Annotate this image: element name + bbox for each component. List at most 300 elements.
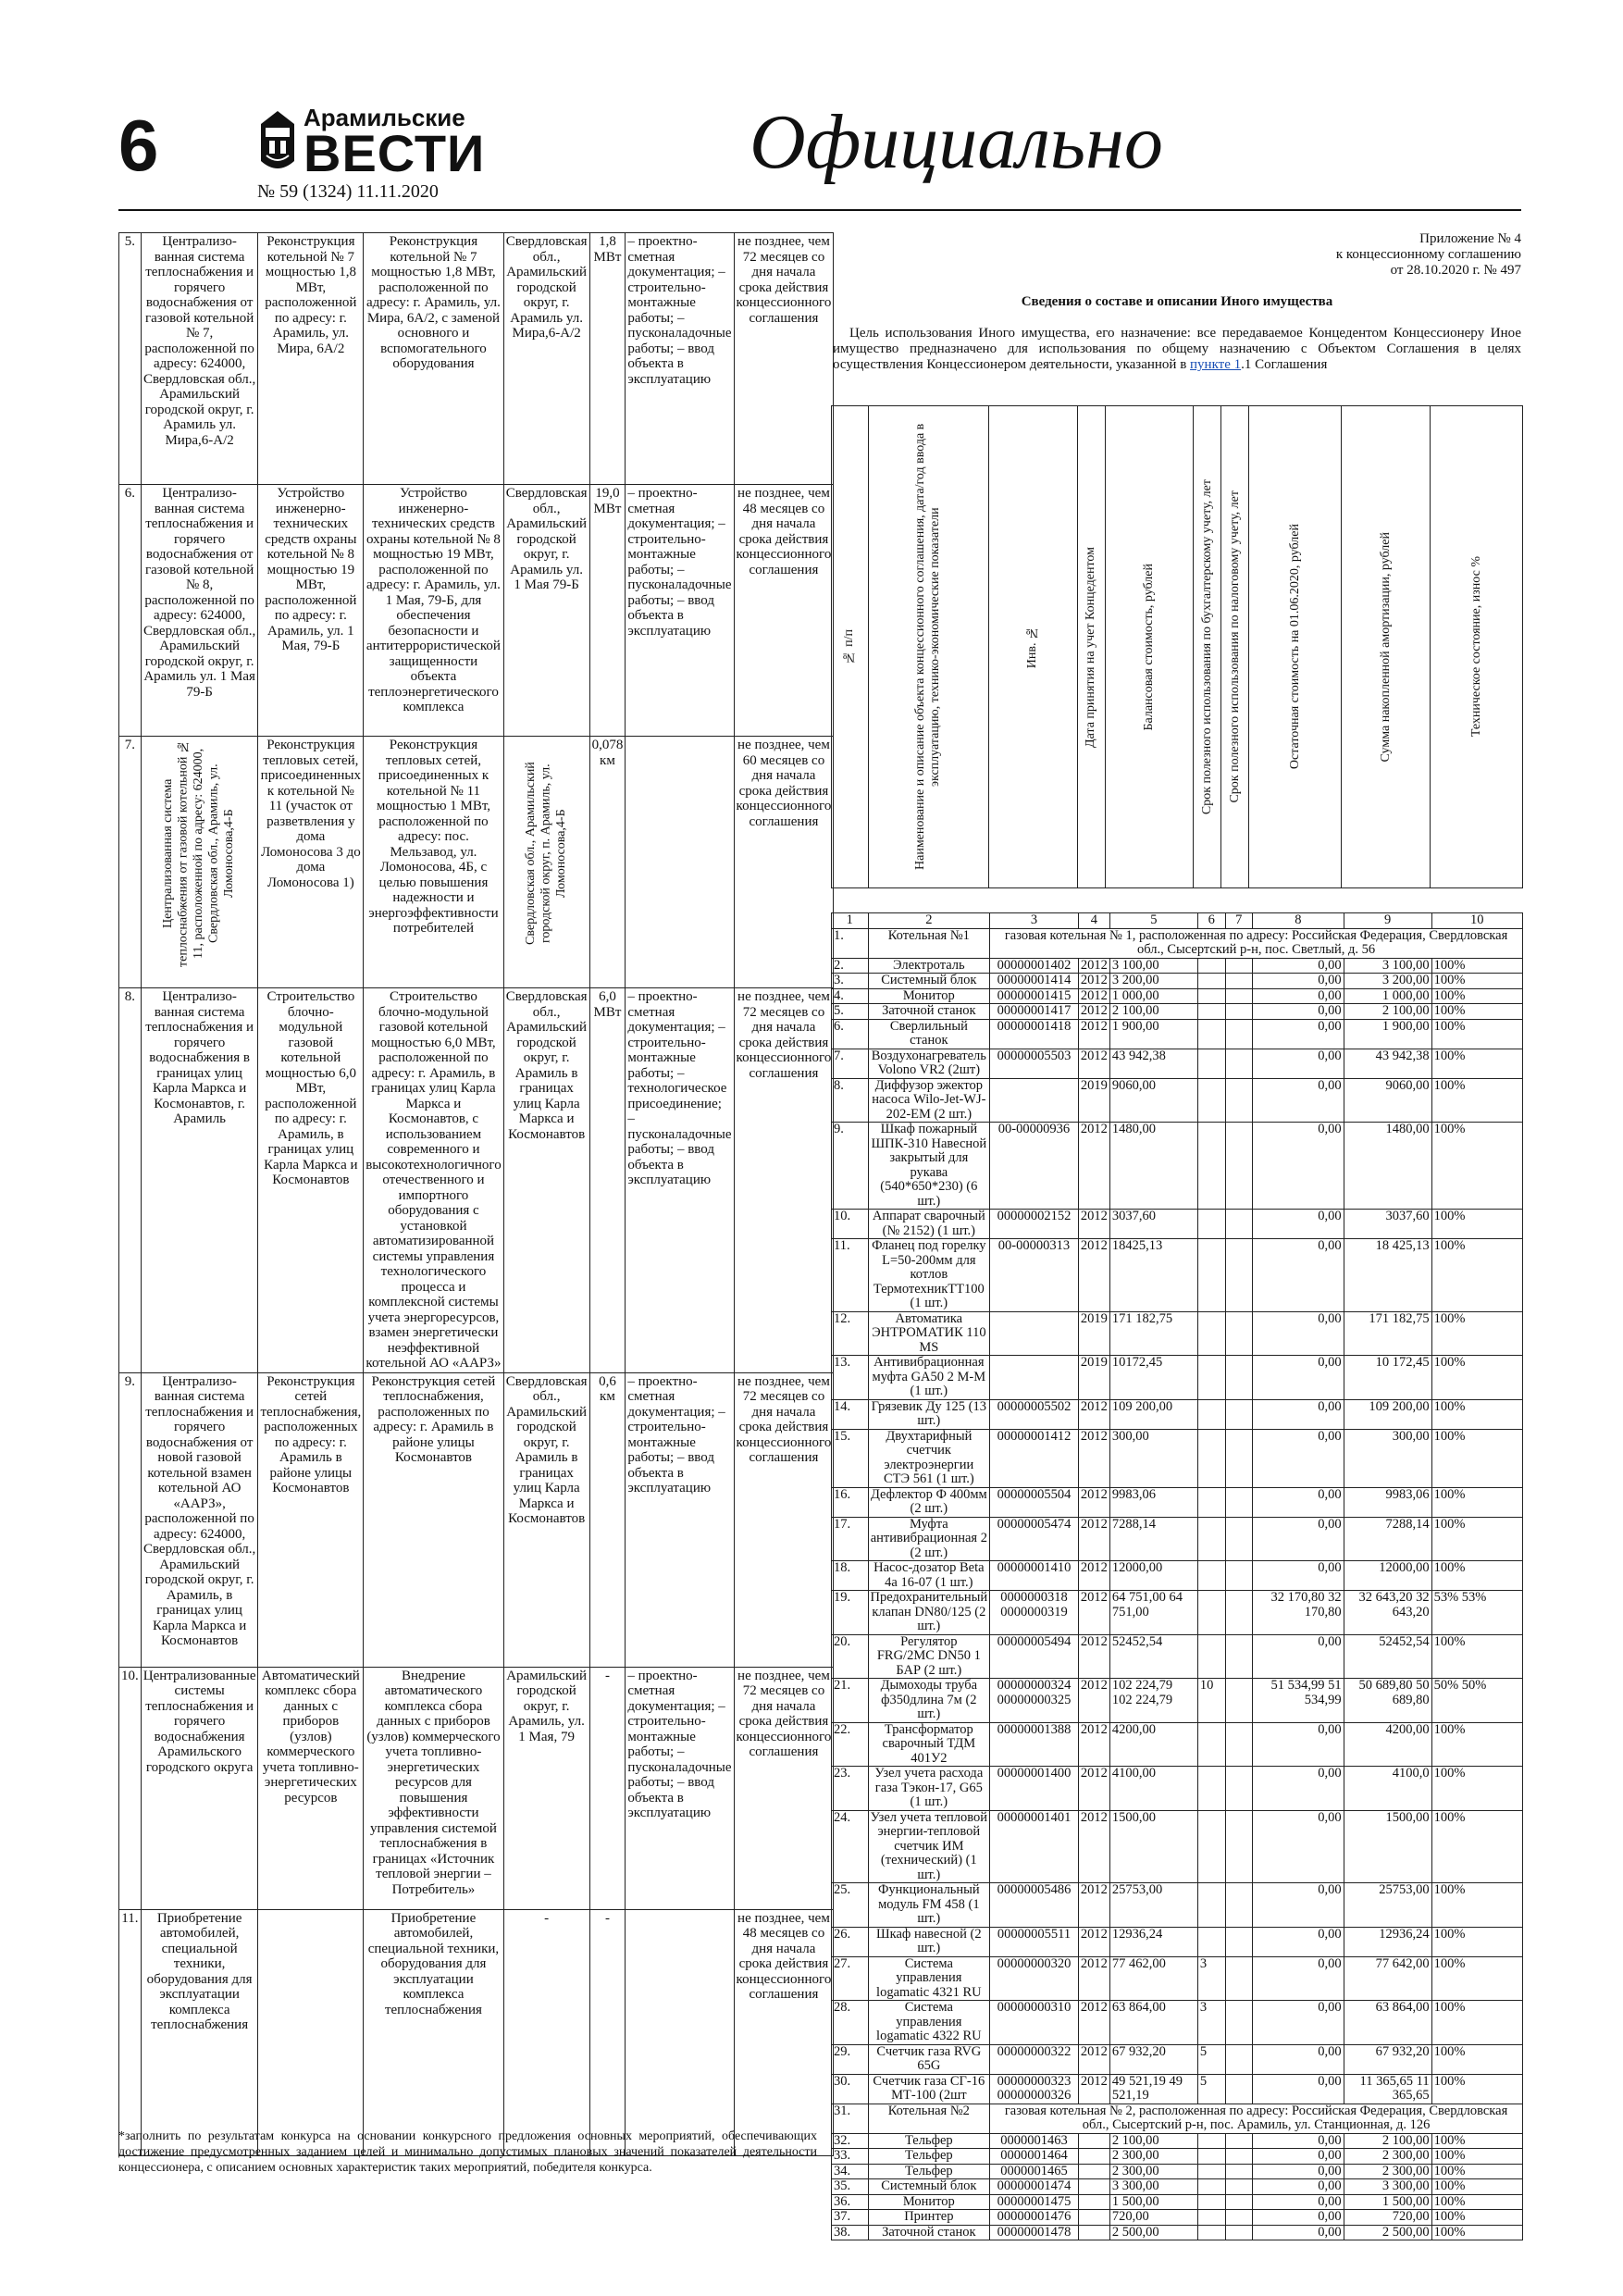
item-name: Предохранительный клапан DN80/125 (2 шт.) (868, 1591, 990, 1635)
inventory-number: 00000005511 (990, 1927, 1079, 1956)
object-address: Свердловская обл., Арамильский городской округ, г. Арамиль ул. Мира,6-А/2 (503, 233, 589, 485)
book-value: 3 300,00 (1109, 2179, 1197, 2195)
book-value: 2 300,00 (1109, 2164, 1197, 2179)
wear-percent: 50% 50% (1431, 1679, 1522, 1723)
table-row (832, 1810, 1523, 1883)
book-value: 2 100,00 (1109, 1004, 1197, 1020)
inventory-number: 00000001401 (990, 1810, 1079, 1883)
book-value: 2 300,00 (1109, 2149, 1197, 2165)
item-name: Шкаф пожарный ШПК-310 Навесной закрытый для рукава (540*650*230) (6 шт.) (868, 1123, 990, 1210)
life-tax (1225, 1591, 1253, 1635)
accept-year: 2012 (1078, 1767, 1109, 1811)
item-name: Аппарат сварочный (№ 2152) (1 шт.) (868, 1210, 990, 1239)
inventory-number (990, 1078, 1079, 1123)
item-name: Заточной станок (868, 1004, 990, 1020)
logo-subtitle: Арамильские (304, 104, 465, 131)
residual-value: 0,00 (1253, 1634, 1344, 1679)
residual-value: 0,00 (1253, 1123, 1344, 1210)
life-tax (1225, 1679, 1253, 1723)
inventory-number: 00000001402 (990, 958, 1079, 974)
column-number: 1 (832, 913, 869, 929)
inventory-number: 00000001478 (990, 2225, 1079, 2240)
deadline: не позднее, чем 72 месяцев со дня начала срока действия концессионного соглашения (734, 1667, 834, 1909)
table-row (832, 2074, 1523, 2104)
header-cell: Техническое состояние, износ % (1431, 406, 1523, 888)
table-row (832, 1927, 1523, 1956)
depreciation: 9060,00 (1344, 1078, 1431, 1123)
book-value: 4200,00 (1109, 1722, 1197, 1767)
life-tax (1225, 1561, 1253, 1591)
item-name: Заточной станок (868, 2225, 990, 2240)
table-row (832, 1399, 1523, 1429)
item-name: Тельфер (868, 2164, 990, 2179)
residual-value: 0,00 (1253, 1311, 1344, 1356)
inventory-number: 0000001464 (990, 2149, 1079, 2165)
heat-system: Централизо-ванная система теплоснабжения и горячего водоснабжения от новой газовой котельной взамен котельной АО «ААРЗ», расположенной по адресу: 624000, Свердловская обл., Арамильский городской округ, г. Арамиль, в границах улиц Карла Маркса и Космонавтов (141, 1372, 258, 1667)
depreciation: 1480,00 (1344, 1123, 1431, 1210)
inventory-number: 0000001463 (990, 2133, 1079, 2149)
residual-value: 0,00 (1253, 2164, 1344, 2179)
book-value: 12000,00 (1109, 1561, 1197, 1591)
item-name: Монитор (868, 988, 990, 1004)
life-tax (1225, 1634, 1253, 1679)
row-number: 32. (832, 2133, 869, 2149)
life-accounting (1197, 1019, 1225, 1049)
life-accounting (1197, 2164, 1225, 2179)
heat-system: Централизованные системы теплоснабжения и горячего водоснабжения Арамильского городского округа (141, 1667, 258, 1909)
inventory-number: 00-00000313 (990, 1239, 1079, 1312)
header-cell: Наименование и описание объекта концессионного соглашения, дата/год ввода в эксплуатацию, технико-экономические показатели (868, 406, 988, 888)
annex-reference (1203, 231, 1521, 279)
life-accounting (1197, 1517, 1225, 1561)
deadline: не позднее, чем 48 месяцев со дня начала срока действия концессионного соглашения (734, 485, 834, 737)
book-value: 1 000,00 (1109, 988, 1197, 1004)
residual-value: 0,00 (1253, 1883, 1344, 1928)
inventory-number: 00000001388 (990, 1722, 1079, 1767)
row-number: 15. (832, 1429, 869, 1487)
row-number: 4. (832, 988, 869, 1004)
life-tax (1225, 1956, 1253, 2001)
residual-value: 0,00 (1253, 2179, 1344, 2195)
row-number: 20. (832, 1634, 869, 1679)
wear-percent: 100% (1431, 1487, 1522, 1517)
depreciation: 12936,24 (1344, 1927, 1431, 1956)
capacity: 6,0 МВт (589, 988, 626, 1373)
table-row (832, 2044, 1523, 2074)
accept-year (1078, 2194, 1109, 2210)
residual-value: 0,00 (1253, 2149, 1344, 2165)
page-number: 6 (118, 105, 159, 186)
residual-value: 0,00 (1253, 1722, 1344, 1767)
wear-percent: 100% (1431, 1123, 1522, 1210)
depreciation: 3 100,00 (1344, 958, 1431, 974)
row-number: 5. (832, 1004, 869, 1020)
table-row (832, 2194, 1523, 2210)
row-number: 11. (119, 1909, 142, 2155)
life-tax (1225, 2225, 1253, 2240)
book-value: 109 200,00 (1109, 1399, 1197, 1429)
capacity: 19,0 МВт (589, 485, 626, 737)
inventory-number: 00000001414 (990, 974, 1079, 989)
accept-year: 2012 (1078, 1634, 1109, 1679)
accept-year (1078, 2149, 1109, 2165)
accept-year: 2012 (1078, 1049, 1109, 1078)
heat-system: Централизо-ванная система теплоснабжения и горячего водоснабжения от газовой котельной № 7, расположенной по адресу: 624000, Свердловская обл., Арамильский городской округ, г. Арамиль ул. Мира,6-А/2 (141, 233, 258, 485)
purpose-paragraph: Цель использования Иного имущества, его назначение: все передаваемое Концедентом Концессионеру Иное имущество предназначено для использования по общему назначению с Объектом Соглашения в целях осуществления Концессионером деятельности, указанной в пункте 1.1 Соглашения (833, 326, 1521, 372)
book-value: 1 500,00 (1109, 2194, 1197, 2210)
page-header (0, 0, 1623, 213)
item-name: Шкаф навесной (2 шт.) (868, 1927, 990, 1956)
life-accounting (1197, 974, 1225, 989)
depreciation: 63 864,00 (1344, 2001, 1431, 2045)
book-value: 4100,00 (1109, 1767, 1197, 1811)
book-value: 171 182,75 (1109, 1311, 1197, 1356)
life-accounting (1197, 1239, 1225, 1312)
measure-description: Устройство инженерно-технических средств охраны котельной № 8 мощностью 19 МВт, расположенной по адресу: г. Арамиль, ул. 1 Мая, 79-Б, для обеспечения безопасности и антитеррористической защищенности объекта теплоэнергетического комплекса (364, 485, 504, 737)
book-value: 52452,54 (1109, 1634, 1197, 1679)
row-number: 8. (832, 1078, 869, 1123)
table-row (832, 1722, 1523, 1767)
item-name: Трансформатор сварочный ТДМ 401У2 (868, 1722, 990, 1767)
life-accounting (1197, 1591, 1225, 1635)
column-number: 9 (1344, 913, 1431, 929)
heat-system: Централизованная система теплоснабжения от газовой котельной № 11, расположенной по адресу: 624000, Свердловская обл., Арамиль, ул. Ломоносова,4-Б (141, 737, 258, 988)
facility-description: газовая котельная № 1, расположенная по адресу: Российская Федерация, Свердловская обл., Сысертский р-н, пос. Светлый, д. 56 (990, 928, 1523, 958)
item-name: Грязевик Ду 125 (13 шт.) (868, 1399, 990, 1429)
item-name: Узел учета тепловой энергии-тепловой счетчик ИМ (технический) (1 шт.) (868, 1810, 990, 1883)
row-number: 7. (832, 1049, 869, 1078)
accept-year: 2012 (1078, 2001, 1109, 2045)
book-value: 49 521,19 49 521,19 (1109, 2074, 1197, 2104)
header-cell: Срок полезного использования по бухгалтерскому учету, лет (1194, 406, 1221, 888)
table-row (119, 1667, 834, 1909)
accept-year: 2012 (1078, 1927, 1109, 1956)
row-number: 35. (832, 2179, 869, 2195)
header-cell: Балансовая стоимость, рублей (1105, 406, 1194, 888)
item-name: Дымоходы труба ф350длина 7м (2 шт.) (868, 1679, 990, 1723)
inventory-number: 00000000323 00000000326 (990, 2074, 1079, 2104)
item-name: Воздухонагреватель Volono VR2 (2шт) (868, 1049, 990, 1078)
object-address: - (503, 1909, 589, 2155)
measure-description: Реконструкция сетей теплоснабжения, расположенных по адресу: г. Арамиль в районе улицы Космонавтов (364, 1372, 504, 1667)
accept-year: 2012 (1078, 1019, 1109, 1049)
table-row (119, 485, 834, 737)
inventory-number (990, 1311, 1079, 1356)
table-row (832, 1049, 1523, 1078)
item-name: Монитор (868, 2194, 990, 2210)
deadline: не позднее, чем 48 месяцев со дня начала срока действия концессионного соглашения (734, 1909, 834, 2155)
depreciation: 32 643,20 32 643,20 (1344, 1591, 1431, 1635)
wear-percent: 100% (1431, 2001, 1522, 2045)
row-number: 6. (119, 485, 142, 737)
accept-year: 2012 (1078, 1810, 1109, 1883)
inventory-number: 00000000324 00000000325 (990, 1679, 1079, 1723)
table-row (119, 233, 834, 485)
row-number: 8. (119, 988, 142, 1373)
book-value: 10172,45 (1109, 1356, 1197, 1400)
table-row (832, 1956, 1523, 2001)
life-accounting (1197, 2194, 1225, 2210)
row-number: 30. (832, 2074, 869, 2104)
item-name: Тельфер (868, 2133, 990, 2149)
wear-percent: 100% (1431, 1311, 1522, 1356)
stages: – проектно-сметная документация; – строительно-монтажные работы; – пусконаладочные работы; – ввод объекта в эксплуатацию (626, 233, 734, 485)
depreciation: 1500,00 (1344, 1810, 1431, 1883)
book-value: 63 864,00 (1109, 2001, 1197, 2045)
inventory-number: 0000001465 (990, 2164, 1079, 2179)
item-name: Сверлильный станок (868, 1019, 990, 1049)
residual-value: 0,00 (1253, 974, 1344, 989)
stages: – проектно-сметная документация; – строительно-монтажные работы; – пусконаладочные работы; – ввод объекта в эксплуатацию (626, 485, 734, 737)
book-value: 43 942,38 (1109, 1049, 1197, 1078)
accept-year: 2012 (1078, 1487, 1109, 1517)
table-row (832, 1679, 1523, 1723)
row-number: 13. (832, 1356, 869, 1400)
column-number: 4 (1078, 913, 1109, 929)
item-name: Узел учета расхода газа Тэкон-17, G65 (1 шт.) (868, 1767, 990, 1811)
item-name: Дефлектор Ф 400мм (2 шт.) (868, 1487, 990, 1517)
book-value: 2 100,00 (1109, 2133, 1197, 2149)
column-number-row (832, 913, 1523, 929)
wear-percent: 100% (1431, 2133, 1522, 2149)
measure-name: Устройство инженерно-технических средств охраны котельной № 8 мощностью 19 МВт, расположенной по адресу: г. Арамиль, ул. 1 Мая, 79-Б (258, 485, 364, 737)
measure-name: Автоматический комплекс сбора данных с приборов (узлов) коммерческого учета топливно-энергетических ресурсов (258, 1667, 364, 1909)
life-tax (1225, 2133, 1253, 2149)
life-tax (1225, 1311, 1253, 1356)
object-address: Свердловская обл., Арамильский городской округ, г. Арамиль в границах улиц Карла Маркса и Космонавтов (503, 988, 589, 1373)
book-value: 3037,60 (1109, 1210, 1197, 1239)
accept-year: 2012 (1078, 1517, 1109, 1561)
stages: – проектно-сметная документация; – строительно-монтажные работы; – ввод объекта в эксплуатацию (626, 1372, 734, 1667)
residual-value: 0,00 (1253, 988, 1344, 1004)
depreciation: 4100,0 (1344, 1767, 1431, 1811)
heat-system: Централизо-ванная система теплоснабжения и горячего водоснабжения от газовой котельной № 8, расположенной по адресу: 624000, Свердловская обл., Арамильский городской округ, г. Арамиль ул. 1 Мая 79-Б (141, 485, 258, 737)
life-accounting (1197, 1078, 1225, 1123)
row-number: 19. (832, 1591, 869, 1635)
accept-year (1078, 2179, 1109, 2195)
depreciation: 9983,06 (1344, 1487, 1431, 1517)
inventory-number: 00000005486 (990, 1883, 1079, 1928)
depreciation: 25753,00 (1344, 1883, 1431, 1928)
depreciation: 171 182,75 (1344, 1311, 1431, 1356)
accept-year: 2012 (1078, 1123, 1109, 1210)
life-accounting (1197, 2179, 1225, 2195)
deadline: не позднее, чем 72 месяцев со дня начала срока действия концессионного соглашения (734, 233, 834, 485)
life-tax (1225, 1517, 1253, 1561)
accept-year: 2019 (1078, 1078, 1109, 1123)
row-number: 33. (832, 2149, 869, 2165)
inventory-number: 00000001410 (990, 1561, 1079, 1591)
book-value: 102 224,79 102 224,79 (1109, 1679, 1197, 1723)
wear-percent: 100% (1431, 2210, 1522, 2226)
depreciation: 2 500,00 (1344, 2225, 1431, 2240)
life-tax (1225, 1239, 1253, 1312)
residual-value: 51 534,99 51 534,99 (1253, 1679, 1344, 1723)
object-address: Арамильский городской округ, г. Арамиль, ул. 1 Мая, 79 (503, 1667, 589, 1909)
inventory-number (990, 1356, 1079, 1400)
clause-link[interactable]: пункте 1 (1190, 357, 1242, 372)
table-row (832, 1883, 1523, 1928)
table-row (832, 1123, 1523, 1210)
residual-value: 0,00 (1253, 1517, 1344, 1561)
wear-percent: 100% (1431, 1019, 1522, 1049)
table-row (832, 1517, 1523, 1561)
row-number: 26. (832, 1927, 869, 1956)
inventory-number: 00000005504 (990, 1487, 1079, 1517)
life-tax (1225, 1487, 1253, 1517)
table-row (832, 1078, 1523, 1123)
book-value: 77 462,00 (1109, 1956, 1197, 2001)
table-row (832, 2104, 1523, 2133)
residual-value: 0,00 (1253, 1927, 1344, 1956)
table-row (832, 2001, 1523, 2045)
annex-title: Сведения о составе и описании Иного имущества (1021, 294, 1333, 309)
book-value: 25753,00 (1109, 1883, 1197, 1928)
inventory-number: 00-00000936 (990, 1123, 1079, 1210)
depreciation: 7288,14 (1344, 1517, 1431, 1561)
wear-percent: 100% (1431, 1956, 1522, 2001)
table-row (832, 1210, 1523, 1239)
column-number: 5 (1109, 913, 1197, 929)
depreciation: 1 900,00 (1344, 1019, 1431, 1049)
residual-value: 0,00 (1253, 1487, 1344, 1517)
item-name: Электроталь (868, 958, 990, 974)
life-tax (1225, 2179, 1253, 2195)
depreciation: 2 100,00 (1344, 1004, 1431, 1020)
depreciation: 1 000,00 (1344, 988, 1431, 1004)
depreciation: 77 642,00 (1344, 1956, 1431, 2001)
life-accounting (1197, 1210, 1225, 1239)
life-tax (1225, 1078, 1253, 1123)
residual-value: 0,00 (1253, 2044, 1344, 2074)
depreciation: 109 200,00 (1344, 1399, 1431, 1429)
wear-percent: 100% (1431, 974, 1522, 989)
table-row (832, 1239, 1523, 1312)
life-accounting (1197, 1311, 1225, 1356)
wear-percent: 100% (1431, 1883, 1522, 1928)
life-accounting (1197, 1810, 1225, 1883)
depreciation: 50 689,80 50 689,80 (1344, 1679, 1431, 1723)
item-name: Счетчик газа RVG 65G (868, 2044, 990, 2074)
row-number: 7. (119, 737, 142, 988)
table-row (832, 2210, 1523, 2226)
wear-percent: 100% (1431, 1722, 1522, 1767)
life-accounting (1197, 1634, 1225, 1679)
table-row (832, 1429, 1523, 1487)
life-tax (1225, 1356, 1253, 1400)
inventory-number: 00000000322 (990, 2044, 1079, 2074)
row-number: 9. (832, 1123, 869, 1210)
city-emblem-icon (257, 107, 298, 178)
life-tax (1225, 2194, 1253, 2210)
accept-year: 2012 (1078, 2044, 1109, 2074)
row-number: 18. (832, 1561, 869, 1591)
life-accounting (1197, 1927, 1225, 1956)
inventory-number: 00000002152 (990, 1210, 1079, 1239)
life-accounting: 10 (1197, 1679, 1225, 1723)
object-address: Свердловская обл., Арамильский городской округ, п. Арамиль, ул. Ломоносова,4-Б (503, 737, 589, 988)
table-row (832, 974, 1523, 989)
wear-percent: 53% 53% (1431, 1591, 1522, 1635)
row-number: 2. (832, 958, 869, 974)
item-name: Диффузор эжектор насоса Wilo-Jet-WJ-202-EM (2 шт.) (868, 1078, 990, 1123)
section-title: Официально (750, 99, 1163, 185)
residual-value: 0,00 (1253, 1956, 1344, 2001)
depreciation: 2 100,00 (1344, 2133, 1431, 2149)
table-row (832, 1019, 1523, 1049)
property-table-header (831, 405, 1523, 888)
life-accounting (1197, 1767, 1225, 1811)
row-number: 17. (832, 1517, 869, 1561)
life-accounting: 3 (1197, 2001, 1225, 2045)
measure-name: Реконструкция тепловых сетей, присоединенных к котельной № 11 (участок от разветвления у дома Ломоносова 3 до дома Ломоносова 1) (258, 737, 364, 988)
wear-percent: 100% (1431, 2194, 1522, 2210)
life-accounting (1197, 2210, 1225, 2226)
book-value: 9060,00 (1109, 1078, 1197, 1123)
wear-percent: 100% (1431, 1634, 1522, 1679)
residual-value: 0,00 (1253, 958, 1344, 974)
row-number: 28. (832, 2001, 869, 2045)
depreciation: 300,00 (1344, 1429, 1431, 1487)
accept-year: 2012 (1078, 1679, 1109, 1723)
header-cell: Остаточная стоимость на 01.06.2020, рублей (1249, 406, 1342, 888)
deadline: не позднее, чем 60 месяцев со дня начала срока действия концессионного соглашения (734, 737, 834, 988)
capacity: - (589, 1909, 626, 2155)
accept-year: 2012 (1078, 1561, 1109, 1591)
life-accounting (1197, 958, 1225, 974)
table-row (119, 737, 834, 988)
accept-year (1078, 2210, 1109, 2226)
item-name: Системный блок (868, 974, 990, 989)
life-accounting (1197, 1561, 1225, 1591)
wear-percent: 100% (1431, 1049, 1522, 1078)
property-table (831, 912, 1523, 2240)
logo-title: ВЕСТИ (304, 124, 486, 182)
table-row (832, 988, 1523, 1004)
capacity: - (589, 1667, 626, 1909)
wear-percent: 100% (1431, 1239, 1522, 1312)
depreciation: 10 172,45 (1344, 1356, 1431, 1400)
wear-percent: 100% (1431, 2164, 1522, 2179)
header-cell: Срок полезного использования по налоговому учету, лет (1221, 406, 1249, 888)
measure-description: Приобретение автомобилей, специальной техники, оборудования для эксплуатации комплекса теплоснабжения (364, 1909, 504, 2155)
inventory-number: 00000001417 (990, 1004, 1079, 1020)
accept-year: 2012 (1078, 1956, 1109, 2001)
book-value: 18425,13 (1109, 1239, 1197, 1312)
row-number: 9. (119, 1372, 142, 1667)
row-number: 6. (832, 1019, 869, 1049)
item-name: Насос-дозатор Beta 4a 16-07 (1 шт.) (868, 1561, 990, 1591)
residual-value: 0,00 (1253, 2194, 1344, 2210)
life-accounting (1197, 2225, 1225, 2240)
inventory-number: 00000001418 (990, 1019, 1079, 1049)
residual-value: 0,00 (1253, 2001, 1344, 2045)
book-value: 1 900,00 (1109, 1019, 1197, 1049)
row-number: 10. (832, 1210, 869, 1239)
row-number: 24. (832, 1810, 869, 1883)
header-divider (118, 209, 1521, 211)
item-name: Котельная №2 (868, 2104, 990, 2133)
stages: – проектно-сметная документация; – строительно-монтажные работы; – технологическое присоединение; – пусконаладочные работы; – ввод объекта в эксплуатацию (626, 988, 734, 1373)
accept-year: 2012 (1078, 1239, 1109, 1312)
life-accounting (1197, 1356, 1225, 1400)
table-row (832, 1004, 1523, 1020)
column-number: 7 (1225, 913, 1253, 929)
item-name: Муфта антивибрационная 2 (2 шт.) (868, 1517, 990, 1561)
item-name: Регулятор FRG/2MC DN50 1 БАР (2 шт.) (868, 1634, 990, 1679)
inventory-number: 0000000318 0000000319 (990, 1591, 1079, 1635)
accept-year (1078, 2133, 1109, 2149)
